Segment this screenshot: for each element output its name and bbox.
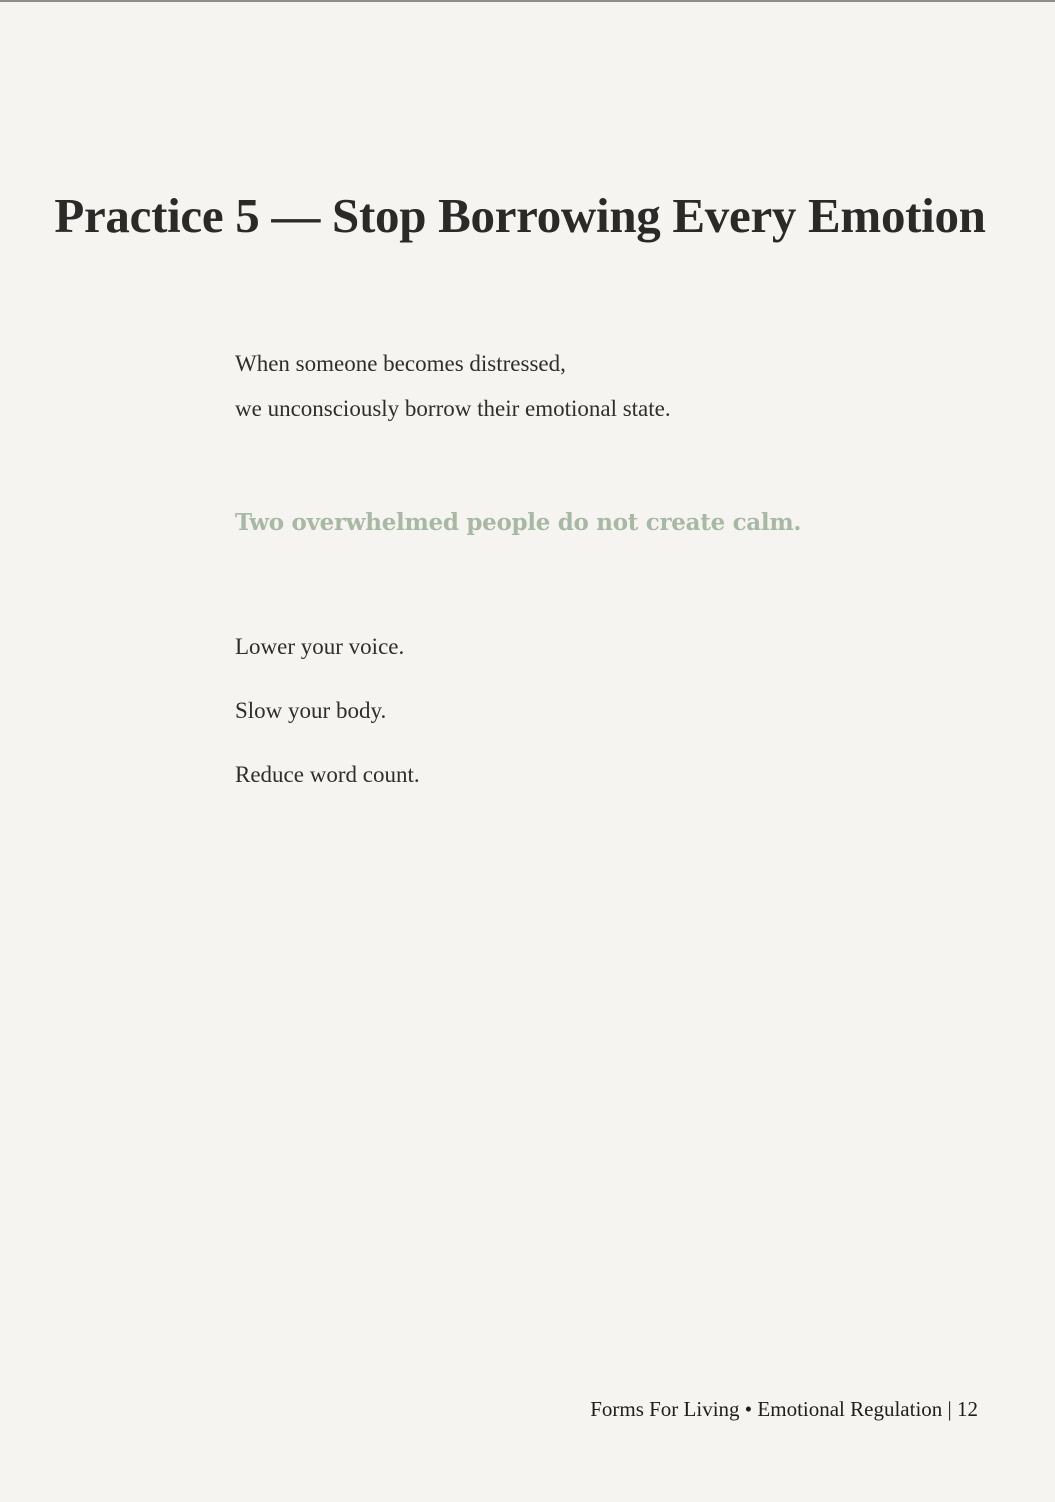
intro-paragraph [235, 341, 995, 431]
step-item: Reduce word count. [235, 762, 420, 787]
page-title: Practice 5 — Stop Borrowing Every Emotion [54, 188, 986, 243]
intro-line: When someone becomes distressed, [235, 351, 566, 376]
top-rule [0, 0, 1055, 2]
highlight-statement: Two overwhelmed people do not create calm. [235, 509, 802, 536]
page-footer: Forms For Living • Emotional Regulation | 12 [590, 1397, 978, 1421]
step-item: Slow your body. [235, 698, 387, 723]
step-item: Lower your voice. [235, 634, 405, 659]
intro-line: we unconsciously borrow their emotional state. [235, 396, 671, 421]
steps-list [235, 627, 995, 819]
